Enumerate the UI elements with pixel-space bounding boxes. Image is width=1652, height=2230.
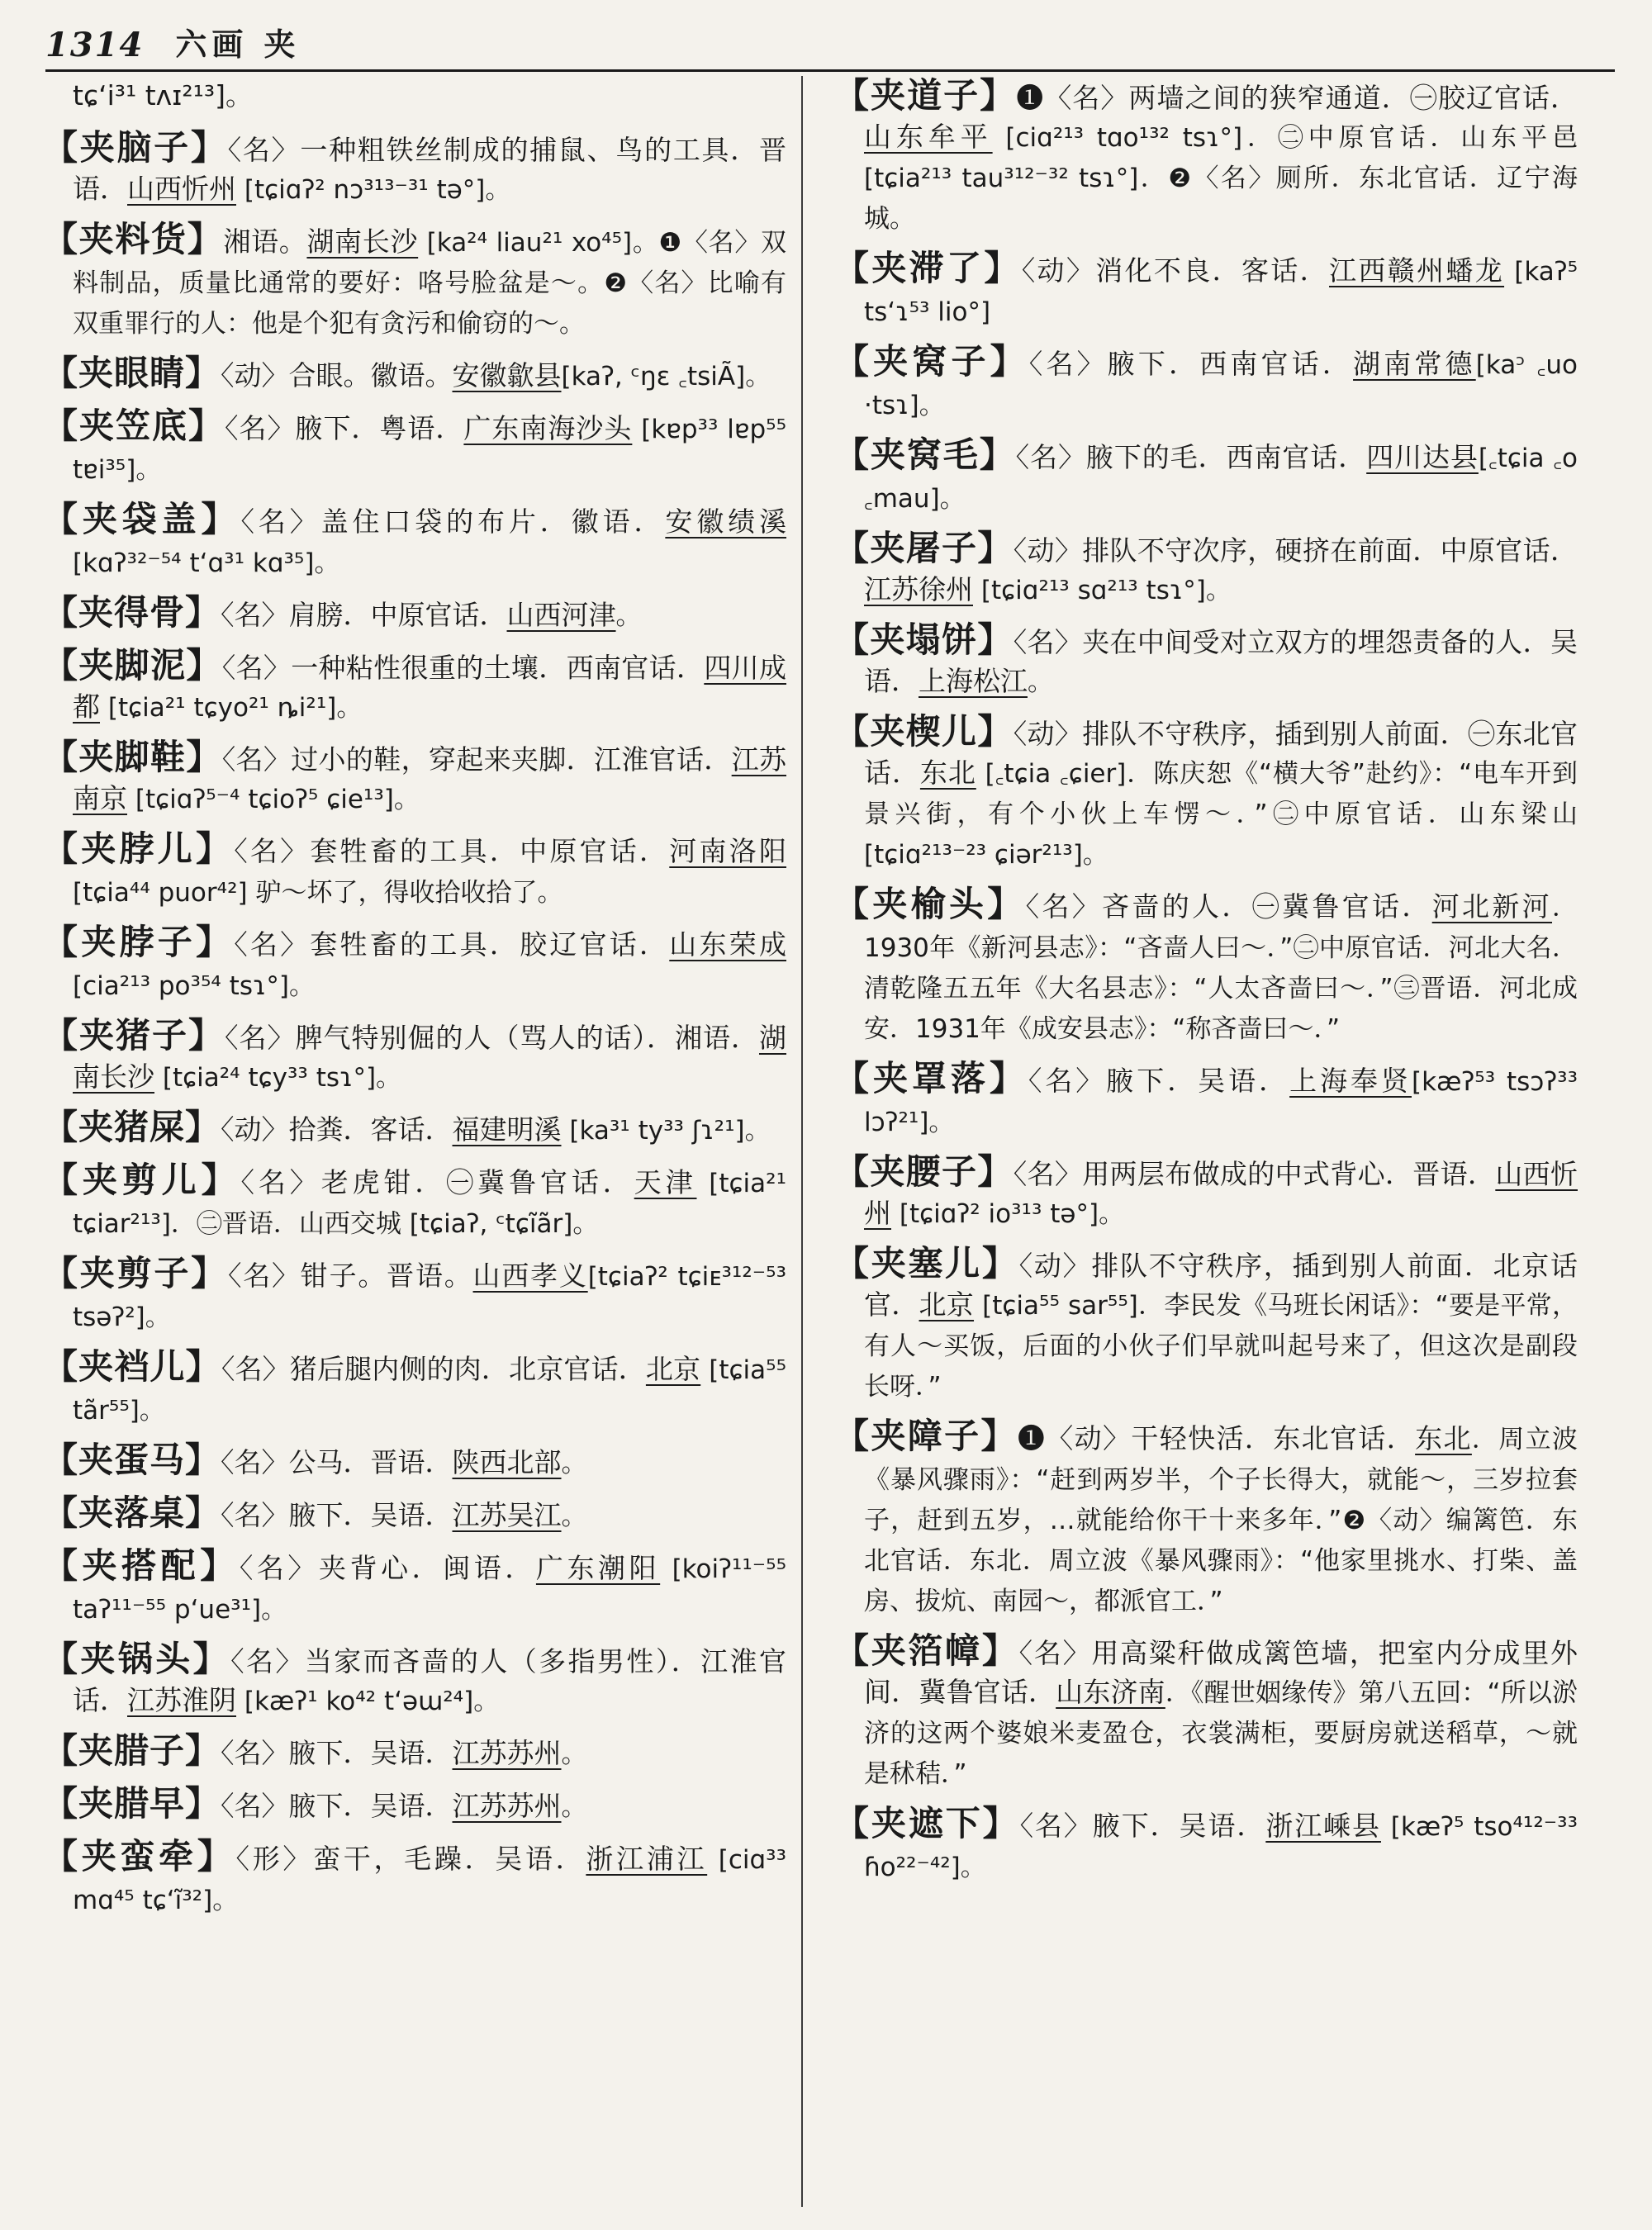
entry-definition: 〈名〉腋下．粤语． bbox=[224, 412, 464, 444]
entry-headword: 【夹楔儿】 bbox=[834, 711, 1014, 752]
entry-detail: [tɕia⁵⁵ tãr⁵⁵]。 bbox=[73, 1355, 786, 1426]
entry-place: 湖南长沙 bbox=[73, 1022, 786, 1093]
entry-detail: [ciɑ³³ mɑ⁴⁵ tɕʻĩ³²]。 bbox=[73, 1845, 787, 1915]
entry-definition: 〈名〉吝啬的人．㊀冀鲁官话． bbox=[1025, 890, 1432, 923]
entry-detail: [tɕia⁴⁴ puor⁴²] 驴～坏了，得收拾收拾了。 bbox=[73, 878, 563, 908]
entry-definition: 〈名〉脾气特别倔的人（骂人的话）．湘语． bbox=[225, 1022, 759, 1054]
dictionary-entry bbox=[43, 1440, 786, 1483]
entry-place: 东北 bbox=[1415, 1422, 1472, 1454]
column-divider bbox=[801, 76, 803, 2207]
dictionary-entry bbox=[43, 923, 786, 1006]
entry-definition: 〈名〉套牲畜的工具．中原官话． bbox=[234, 835, 670, 867]
dictionary-entry bbox=[834, 342, 1578, 425]
dictionary-entry bbox=[834, 435, 1578, 519]
entry-definition: 〈名〉腋下．西南官话． bbox=[1028, 348, 1354, 380]
entry-definition: 〈名〉腋下．吴语． bbox=[1019, 1810, 1266, 1842]
entry-place: 山西孝义 bbox=[472, 1260, 588, 1292]
page-number: 1314 bbox=[45, 26, 145, 64]
entry-detail: [tɕia²¹ tɕiar²¹³]．㊁晋语．山西交城 [tɕiaʔ, ᶜtɕĩãr]。 bbox=[73, 1169, 786, 1239]
entry-place: 安徽绩溪 bbox=[665, 505, 787, 538]
entry-detail: [tɕiɑʔ² io³¹³ tə°]。 bbox=[891, 1199, 1125, 1229]
entry-place: 北京 bbox=[645, 1353, 701, 1385]
entry-definition: 〈名〉夹背心．闽语． bbox=[239, 1552, 536, 1584]
entry-headword: 【夹剪儿】 bbox=[43, 1160, 241, 1200]
entry-place: 北京 bbox=[919, 1288, 975, 1321]
entry-definition: 〈名〉套牲畜的工具．胶辽官话． bbox=[234, 928, 670, 961]
entry-place: 江苏苏州 bbox=[452, 1790, 562, 1822]
entry-place: 四川成都 bbox=[73, 652, 786, 723]
entry-place: 江苏苏州 bbox=[452, 1737, 562, 1769]
dictionary-entry bbox=[43, 1731, 786, 1774]
entry-detail: [tɕiɑʔ² nɔ³¹³⁻³¹ tə°]。 bbox=[236, 175, 511, 205]
entry-place: 江苏徐州 bbox=[864, 573, 973, 605]
entry-place: 广东潮阳 bbox=[535, 1552, 661, 1584]
entry-place: 陕西北部 bbox=[452, 1446, 562, 1478]
left-column bbox=[43, 76, 786, 1930]
entry-headword: 【夹猪屎】 bbox=[43, 1107, 221, 1147]
entry-detail: [kæʔ⁵ tso⁴¹²⁻³³ ɦo²²⁻⁴²]。 bbox=[864, 1812, 1578, 1882]
entry-place: 福建明溪 bbox=[452, 1113, 562, 1146]
entry-definition: 〈名〉腋下．吴语． bbox=[221, 1499, 453, 1531]
dictionary-entry bbox=[43, 1493, 786, 1536]
dictionary-entry bbox=[834, 76, 1578, 239]
entry-headword: 【夹屠子】 bbox=[834, 528, 1014, 568]
entry-detail: 。 bbox=[615, 601, 642, 631]
entry-headword: 【夹猪子】 bbox=[43, 1015, 225, 1056]
entry-place: 浙江嵊县 bbox=[1265, 1810, 1381, 1842]
entry-place: 安徽歙县 bbox=[452, 359, 562, 391]
entry-detail: 。 bbox=[1028, 667, 1053, 697]
entry-definition: 〈名〉猪后腿内侧的肉．北京官话． bbox=[221, 1353, 646, 1385]
entry-headword: 【夹脖儿】 bbox=[43, 828, 235, 869]
entry-headword: 【夹窝子】 bbox=[834, 341, 1029, 382]
dictionary-entry bbox=[43, 1347, 786, 1431]
entry-detail: [kæʔ¹ ko⁴² tʻəɯ²⁴]。 bbox=[236, 1687, 500, 1716]
dictionary-entry bbox=[43, 738, 786, 819]
entry-place: 浙江浦江 bbox=[586, 1843, 708, 1875]
entry-headword: 【夹袋盖】 bbox=[43, 499, 241, 539]
entry-definition: 〈名〉老虎钳．㊀冀鲁官话． bbox=[240, 1166, 634, 1198]
dictionary-entry bbox=[43, 406, 786, 490]
dictionary-entry bbox=[43, 1837, 786, 1920]
dictionary-entry bbox=[834, 1631, 1578, 1794]
entry-place: 山西河津 bbox=[506, 599, 616, 631]
entry-detail: 。 bbox=[561, 1449, 587, 1478]
entry-detail: 。 bbox=[561, 1502, 587, 1531]
dictionary-entry bbox=[43, 1639, 786, 1721]
entry-headword: 【夹障子】 bbox=[834, 1416, 1018, 1456]
entry-definition: 〈名〉钳子。晋语。 bbox=[227, 1260, 473, 1292]
entry-definition: 湘语。 bbox=[223, 225, 307, 258]
entry-headword: 【夹窝毛】 bbox=[834, 434, 1016, 475]
entry-detail: [ka²⁴ liau²¹ xo⁴⁵]。❶〈名〉双料制品，质量比通常的要好：咯号脸盆是～。❷〈名〉比喻有双重罪行的人：他是个犯有贪污和偷窃的～。 bbox=[73, 228, 786, 339]
entry-place: 四川达县 bbox=[1366, 441, 1479, 473]
entry-detail: [ka³¹ ty³³ ʃɿ²¹]。 bbox=[561, 1116, 771, 1146]
entry-headword: 【夹料货】 bbox=[43, 219, 224, 259]
dictionary-entry bbox=[43, 1160, 786, 1244]
dictionary-entry bbox=[834, 712, 1578, 875]
entry-place: 江苏南京 bbox=[73, 743, 786, 814]
entry-headword: 【夹滞了】 bbox=[834, 248, 1022, 288]
dictionary-entry bbox=[834, 1416, 1578, 1621]
entry-headword: 【夹箔幛】 bbox=[834, 1630, 1019, 1671]
dictionary-entry bbox=[43, 646, 786, 728]
dictionary-entry bbox=[43, 1108, 786, 1151]
entry-definition: 〈名〉腋下．吴语． bbox=[221, 1737, 453, 1769]
entry-detail: [kɐp³³ lɐp⁵⁵ tɐi³⁵]。 bbox=[73, 415, 786, 485]
entry-place: 河南洛阳 bbox=[669, 835, 786, 867]
entry-headword: 【夹蛮牵】 bbox=[43, 1836, 236, 1877]
entry-detail: [ciɑ²¹³ tɑo¹³² tsɿ°]．㊁中原官话．山东平邑 [tɕia²¹³ tau³¹²⁻³² tsɿ°]．❷〈名〉厕所．东北官话．辽宁海城。 bbox=[864, 123, 1578, 234]
entry-place: 天津 bbox=[634, 1166, 697, 1198]
entry-headword: 【夹塌饼】 bbox=[834, 619, 1014, 660]
entry-detail: [tɕia⁵⁵ sar⁵⁵]．李民发《马班长闲话》：“要是平常，有人～买饭，后面的小伙子们早就叫起号来了，但这次是副段长呀．” bbox=[864, 1291, 1578, 1402]
entry-place: 湖南常德 bbox=[1353, 348, 1476, 380]
entry-place: 上海松江 bbox=[919, 665, 1028, 697]
entry-place: 山西忻州 bbox=[127, 173, 236, 205]
entry-detail: [tɕia²¹ tɕyo²¹ ȵi²¹]。 bbox=[100, 693, 363, 723]
entry-detail: [tɕiɑʔ⁵⁻⁴ tɕioʔ⁵ ɕie¹³]。 bbox=[127, 785, 420, 814]
entry-headword: 【夹遮下】 bbox=[834, 1803, 1020, 1843]
entry-place: 河北新河 bbox=[1431, 890, 1553, 923]
entry-definition: 〈动〉合眼。徽语。 bbox=[221, 359, 453, 391]
entry-headword: 【夹眼睛】 bbox=[43, 353, 221, 393]
page-header bbox=[45, 15, 1615, 72]
dictionary-entry bbox=[834, 1244, 1578, 1407]
dictionary-entry bbox=[834, 1152, 1578, 1234]
entry-definition: 〈名〉公马．晋语． bbox=[221, 1446, 453, 1478]
entry-place: 山东牟平 bbox=[864, 121, 993, 153]
entry-definition: 〈名〉腋下．吴语． bbox=[1028, 1065, 1290, 1097]
entry-headword: 【夹裆儿】 bbox=[43, 1346, 221, 1387]
dictionary-entry bbox=[834, 620, 1578, 702]
right-column bbox=[834, 76, 1578, 1897]
entry-headword: 【夹锅头】 bbox=[43, 1639, 231, 1679]
entry-definition: 〈名〉用两层布做成的中式背心．晋语． bbox=[1013, 1158, 1496, 1190]
entry-headword: 【夹剪子】 bbox=[43, 1253, 228, 1293]
entry-headword: 【夹罩落】 bbox=[834, 1058, 1028, 1098]
entry-definition: 〈名〉腋下的毛．西南官话． bbox=[1015, 441, 1367, 473]
entry-definition: 〈名〉过小的鞋，穿起来夹脚．江淮官话． bbox=[221, 743, 732, 776]
entry-headword: 【夹得骨】 bbox=[43, 592, 221, 633]
entry-detail: 。 bbox=[561, 1792, 587, 1822]
dictionary-entry bbox=[43, 1546, 786, 1630]
dictionary-entry bbox=[43, 1784, 786, 1827]
dictionary-entry bbox=[43, 1016, 786, 1098]
dictionary-entry bbox=[43, 128, 786, 210]
entry-place: 上海奉贤 bbox=[1289, 1065, 1412, 1097]
entry-definition: 〈动〉拾粪．客话． bbox=[221, 1113, 453, 1146]
entry-place: 山东济南 bbox=[1056, 1676, 1165, 1708]
entry-headword: 【夹塞儿】 bbox=[834, 1243, 1019, 1283]
entry-definition: 〈名〉用高粱秆做成篱笆墙，把室内分成里外间．冀鲁官话． bbox=[864, 1637, 1578, 1708]
entry-definition: 〈名〉一种粗铁丝制成的捕鼠、鸟的工具．晋语． bbox=[73, 134, 786, 205]
entry-detail: [tɕiaʔ² tɕiᴇ³¹²⁻⁵³ tsəʔ²]。 bbox=[73, 1262, 786, 1332]
entry-place: 湖南长沙 bbox=[306, 225, 419, 258]
entry-detail: [cia²¹³ po³⁵⁴ tsɿ°]。 bbox=[73, 971, 316, 1001]
dictionary-entry bbox=[834, 885, 1578, 1049]
dictionary-entry bbox=[43, 500, 786, 583]
entry-place: 东北 bbox=[919, 757, 976, 789]
dictionary-entry bbox=[834, 1059, 1578, 1142]
entry-headword: 【夹腊早】 bbox=[43, 1783, 221, 1824]
entry-headword: 【夹落桌】 bbox=[43, 1492, 221, 1533]
entry-headword: 【夹腊子】 bbox=[43, 1730, 221, 1771]
entry-detail: ．周立波《暴风骤雨》：“赶到两岁半，个子长得大，就能～，三岁拉套子，赶到五岁，…就能给你干十来多年．”❷〈动〉编篱笆．东北官话．东北．周立波《暴风骤雨》：“他家里挑水、打柴、盖房、拔炕、南园～，都派官工．” bbox=[864, 1425, 1578, 1616]
entry-detail: [kɑʔ³²⁻⁵⁴ tʻɑ³¹ kɑ³⁵]。 bbox=[73, 548, 340, 578]
entry-definition: ❶〈动〉干轻快活．东北官话． bbox=[1017, 1422, 1416, 1454]
entry-headword: 【夹脖子】 bbox=[43, 922, 235, 962]
entry-place: 山西忻州 bbox=[864, 1158, 1578, 1229]
entry-definition: 〈动〉排队不守秩序，插到别人前面．北京话官． bbox=[864, 1250, 1578, 1321]
entry-definition: 〈名〉夹在中间受对立双方的埋怨责备的人．吴语． bbox=[864, 626, 1578, 697]
entry-place: 江苏淮阴 bbox=[127, 1684, 236, 1716]
entry-detail: [tɕiɑ²¹³ sɑ²¹³ tsɿ°]。 bbox=[973, 576, 1232, 605]
entry-definition: 〈名〉肩膀．中原官话． bbox=[221, 599, 507, 631]
entry-detail: 。 bbox=[561, 1739, 587, 1769]
dictionary-entry bbox=[43, 1254, 786, 1337]
entry-headword: 【夹搭配】 bbox=[43, 1545, 240, 1586]
entry-detail: [tɕia²⁴ tɕy³³ tsɿ°]。 bbox=[154, 1063, 402, 1093]
dictionary-entry bbox=[43, 220, 786, 344]
entry-place: 江苏吴江 bbox=[452, 1499, 562, 1531]
entry-detail: [koiʔ¹¹⁻⁵⁵ taʔ¹¹⁻⁵⁵ pʻue³¹]。 bbox=[73, 1554, 786, 1625]
entry-definition: 〈形〉蛮干，毛躁．吴语． bbox=[235, 1843, 586, 1875]
entry-place: 江西赣州蟠龙 bbox=[1329, 254, 1505, 287]
entry-headword: 【夹脚泥】 bbox=[43, 645, 222, 686]
entry-headword: 【夹腰子】 bbox=[834, 1151, 1014, 1192]
entry-definition: 〈名〉当家而吝啬的人（多指男性）．江淮官话． bbox=[73, 1645, 786, 1716]
entry-definition: ❶〈名〉两墙之间的狭窄通道．㊀胶辽官话． bbox=[1016, 82, 1578, 114]
entry-definition: 〈动〉排队不守次序，硬挤在前面．中原官话． bbox=[1013, 534, 1578, 567]
entry-headword: 【夹蛋马】 bbox=[43, 1440, 221, 1480]
entry-definition: 〈动〉排队不守秩序，插到别人前面．㊀东北官话． bbox=[864, 718, 1578, 789]
entry-detail: [kaᵓ ꜀uo ·tsɿ]。 bbox=[864, 350, 1578, 420]
entry-headword: 【夹脚鞋】 bbox=[43, 737, 222, 777]
entry-definition: 〈名〉盖住口袋的布片．徽语． bbox=[240, 505, 666, 538]
dictionary-entry bbox=[43, 353, 786, 396]
entry-place: 山东荣成 bbox=[669, 928, 786, 961]
entry-detail: ．《醒世姻缘传》第八五回：“所以淤济的这两个婆娘米麦盈仓，衣裳满柜，要厨房就送稻草，～就是秫秸．” bbox=[864, 1678, 1578, 1789]
dictionary-entry bbox=[834, 249, 1578, 332]
entry-headword: 【夹道子】 bbox=[834, 75, 1017, 116]
entry-detail: [꜀tɕia ꜀o ꜀mau]。 bbox=[864, 444, 1578, 514]
entry-detail: [kaʔ⁵ tsʻɿ⁵³ lio°] bbox=[864, 257, 1578, 327]
dictionary-entry bbox=[43, 593, 786, 636]
entry-headword: 【夹笠底】 bbox=[43, 406, 225, 446]
dictionary-entry bbox=[43, 829, 786, 913]
entry-detail: [kæʔ⁵³ tsɔʔ³³ lɔʔ²¹]。 bbox=[864, 1067, 1578, 1137]
entry-place: 广东南海沙头 bbox=[463, 412, 633, 444]
entry-definition: 〈名〉一种粘性很重的土壤．西南官话． bbox=[221, 652, 705, 684]
entry-headword: 【夹脑子】 bbox=[43, 127, 228, 168]
entry-detail: [kaʔ, ᶜŋɛ ꜀tsiÃ]。 bbox=[561, 362, 771, 391]
continuation-line: tɕʻi³¹ tʌɪ²¹³]。 bbox=[73, 79, 253, 112]
section-heading: 六画 夹 bbox=[175, 26, 301, 63]
entry-detail: ．1930年《新河县志》：“吝啬人曰～．”㊁中原官话．河北大名．清乾隆五五年《大名县志》：“人太吝啬曰～．”㊂晋语．河北成安．1931年《成安县志》：“称吝啬曰～．” bbox=[864, 893, 1578, 1044]
entry-headword: 【夹榆头】 bbox=[834, 884, 1026, 924]
entry-definition: 〈名〉腋下．吴语． bbox=[221, 1790, 453, 1822]
entry-detail: [꜀tɕia ꜀ɕier]．陈庆恕《“横大爷”赴约》：“电车开到景兴街，有个小伙上车愣～．”㊁中原官话．山东梁山 [tɕiɑ²¹³⁻²³ ɕiər²¹³]。 bbox=[864, 759, 1578, 870]
entry-definition: 〈动〉消化不良．客话． bbox=[1021, 254, 1329, 287]
dictionary-entry bbox=[834, 1804, 1578, 1887]
dictionary-entry bbox=[834, 529, 1578, 610]
